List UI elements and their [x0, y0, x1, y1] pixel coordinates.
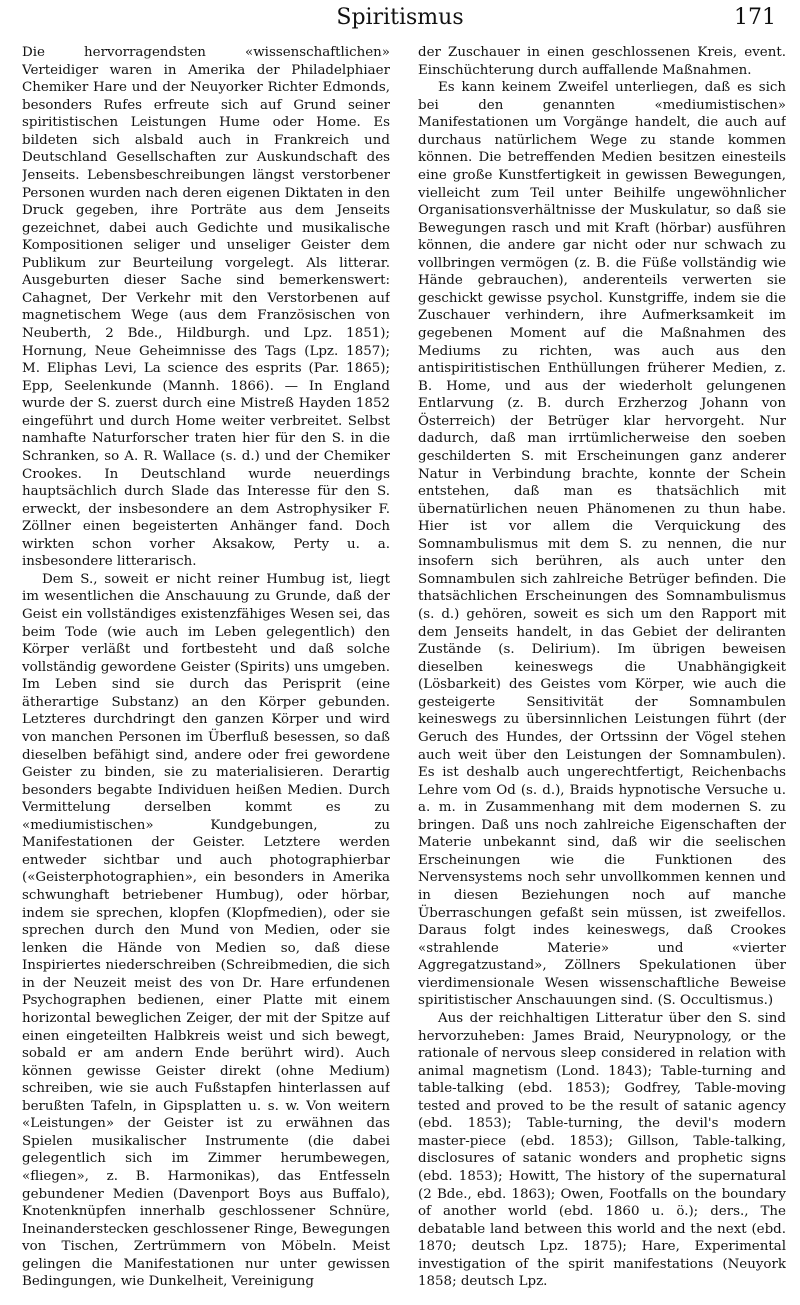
- right-column: [418, 44, 786, 1296]
- paragraph: Die hervorragendsten «wissenschaftlichen» Verteidiger waren in Amerika der Philadelphiaer Chemiker Hare und der Neuyorker Richter Edmonds, besonders Rufes erfreute sich auf Grund seiner spiritistischen Leistungen Hume oder Home. Es bildeten sich alsbald auch in Frankreich und Deutschland Gesellschaften zur Auskundschaft des Jenseits. Lebensbeschreibungen längst verstorbener Personen wurden nach deren eigenen Diktaten in den Druck gegeben, ihre Porträte aus dem Jenseits gezeichnet, dabei auch Gedichte und musikalische Kompositionen seliger und unseliger Geister dem Publikum zur Beurteilung vorgelegt. Als litterar. Ausgeburten dieser Sache sind bemerkenswert: Cahagnet, Der Verkehr mit den Verstorbenen auf magnetischem Wege (aus dem Französischen von Neuberth, 2 Bde., Hildburgh. und Lpz. 1851); Hornung, Neue Geheimnisse des Tags (Lpz. 1857); M. Eliphas Levi, La science des esprits (Par. 1865); Epp, Seelenkunde (Mannh. 1866). — In England wurde der S. zuerst durch eine Mistreß Hayden 1852 eingeführt und durch Home weiter verbreitet. Selbst namhafte Naturforscher traten hier für den S. in die Schranken, so A. R. Wallace (s. d.) und der Chemiker Crookes. In Deutschland wurde neuerdings hauptsächlich durch Slade das Interesse für den S. erweckt, der insbesondere an dem Astrophysiker F. Zöllner einen begeisterten Anhänger fand. Doch wirkten schon vorher Aksakow, Perty u. a. insbesondere litterarisch.: [22, 45, 390, 570]
- running-head-title: Spiritismus: [336, 5, 464, 30]
- paragraph: Aus der reichhaltigen Litteratur über den S. sind hervorzuheben: James Braid, Neurypnology, or the rationale of nervous sleep considered in relation with animal magnetism (Lond. 1843); Table-turning and table-talking (ebd. 1853); Godfrey, Table-moving tested and proved to be the result of satanic agency (ebd. 1853); Table-turning, the devil's modern master-piece (ebd. 1853); Gillson, Table-talking, disclosures of satanic wonders and prophetic signs (ebd. 1853); Howitt, The history of the supernatural (2 Bde., ebd. 1863); Owen, Footfalls on the boundary of another world (ebd. 1860 u. ö.); ders., The debatable land between this world and the next (ebd. 1870; deutsch Lpz. 1875); Hare, Experimental investigation of the spirit manifestations (Neuyork 1858; deutsch Lpz.: [418, 1010, 786, 1290]
- page-number: 171: [734, 5, 776, 30]
- paragraph: Es kann keinem Zweifel unterliegen, daß es sich bei den genannten «mediumistischen» Manifestationen um Vorgänge handelt, die auch auf durchaus natürlichem Wege zu stande kommen können. Die betreffenden Medien besitzen einesteils eine große Kunstfertigkeit in gewissen Bewegungen, vielleicht zum Teil unter Beihilfe ungewöhnlicher Organisationsverhältnisse der Muskulatur, so daß sie Bewegungen rasch und mit Kraft (hörbar) ausführen können, die andere gar nicht oder nur schwach zu vollbringen vermögen (z. B. die Füße vollständig wie Hände gebrauchen), anderenteils verwerten sie geschickt gewisse psychol. Kunstgriffe, indem sie die Zuschauer verhindern, ihre Aufmerksamkeit im gegebenen Moment auf die Maßnahmen des Mediums zu richten, was auch aus den antispiritistischen Enthüllungen früherer Medien, z. B. Home, und aus der wiederholt gelungenen Entlarvung (z. B. durch Erzherzog Johann von Österreich) der Betrüger klar hervorgeht. Nur dadurch, daß man irrtümlicherweise den soeben geschilderten S. mit Erscheinungen ganz anderer Natur in Verbindung brachte, konnte der Schein entstehen, daß man es thatsächlich mit übernatürlichen neuen Phänomenen zu thun habe. Hier ist vor allem die Verquickung des Somnambulismus mit dem S. zu nennen, die nur insofern sich berühren, als auch unter den Somnambulen sich zahlreiche Betrüger befinden. Die thatsächlichen Erscheinungen des Somnambulismus (s. d.) gehören, soweit es sich um den Rapport mit dem Jenseits handelt, in das Gebiet der deliranten Zustände (s. Delirium). Im übrigen beweisen dieselben keineswegs die Unabhängigkeit (Lösbarkeit) des Geistes vom Körper, wie auch die gesteigerte Sensitivität der Somnambulen keineswegs zu übersinnlichen Leistungen führt (der Geruch des Hundes, der Ortssinn der Vögel stehen auch weit über den Leistungen der Somnambulen). Es ist deshalb auch ungerechtfertigt, Reichenbachs Lehre vom Od (s. d.), Braids hypnotische Versuche u. a. m. in Zusammenhang mit dem modernen S. zu bringen. Daß uns noch zahlreiche Eigenschaften der Materie unbekannt sind, daß wir die seelischen Erscheinungen wie die Funktionen des Nervensystems noch sehr unvollkommen kennen und in diesen Beziehungen noch auf manche Überraschungen gefaßt sein müssen, ist zweifellos. Daraus folgt indes keineswegs, daß Crookes «strahlende Materie» und «vierter Aggregatzustand», Zöllners Spekulationen über vierdimensionale Wesen wissenschaftliche Beweise spiritistischer Anschauungen sind. (S. Occultismus.): [418, 80, 786, 1009]
- left-column: [22, 44, 390, 1296]
- paragraph: der Zuschauer in einen geschlossenen Kreis, event. Einschüchterung durch auffallende Maßnahmen.: [418, 45, 786, 78]
- paragraph: Dem S., soweit er nicht reiner Humbug ist, liegt im wesentlichen die Anschauung zu Grunde, daß der Geist ein vollständiges existenzfähiges Wesen sei, das beim Tode (wie auch im Leben gelegentlich) den Körper verläßt und fortbesteht und daß solche vollständig gewordene Geister (Spirits) uns umgeben. Im Leben sind sie durch das Perisprit (eine ätherartige Substanz) an den Körper gebunden. Letzteres durchdringt den ganzen Körper und wird von manchen Personen im Überfluß besessen, so daß dieselben befähigt sind, andere oder frei gewordene Geister zu binden, sie zu materialisieren. Derartig besonders begabte Individuen heißen Medien. Durch Vermittelung derselben kommt es zu «mediumistischen» Kundgebungen, zu Manifestationen der Geister. Letztere werden entweder sichtbar und auch photographierbar («Geisterphotographien», ein besonders in Amerika schwunghaft betriebener Humbug), oder hörbar, indem sie sprechen, klopfen (Klopfmedien), oder sie sprechen durch den Mund von Medien, oder sie lenken die Hände von Medien so, daß diese Inspiriertes niederschreiben (Schreibmedien, die sich in der Neuzeit meist des von Dr. Hare erfundenen Psychographen bedienen, einer Platte mit einem horizontal beweglichen Zeiger, der mit der Spitze auf einen eingeteilten Halbkreis weist und sich bewegt, sobald er am andern Ende berührt wird). Auch können gewisse Geister direkt (ohne Medium) schreiben, wie sie auch Fußstapfen hinterlassen auf berußten Tafeln, in Gipsplatten u. s. w. Von weitern «Leistungen» der Geister ist zu erwähnen das Spielen musikalischer Instrumente (die dabei gelegentlich sich im Zimmer herumbewegen, «fliegen», z. B. Harmonikas), das Entfesseln gebundener Medien (Davenport Boys aus Buffalo), Knotenknüpfen innerhalb geschlossener Schnüre, Ineinanderstecken geschlossener Ringe, Bewegungen von Tischen, Zertrümmern von Möbeln. Meist gelingen die Manifestationen nur unter gewissen Bedingungen, wie Dunkelheit, Vereinigung: [22, 571, 390, 1290]
